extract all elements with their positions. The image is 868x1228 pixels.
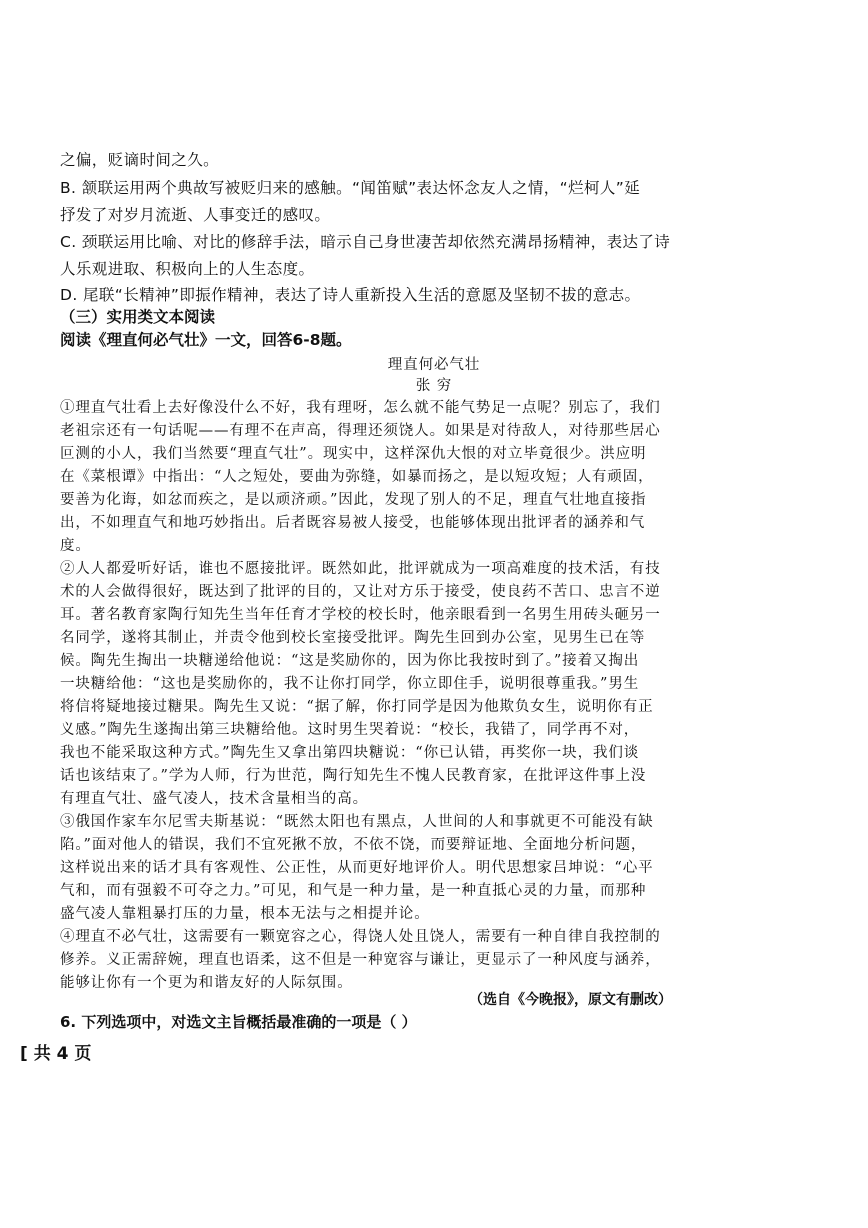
article-line: 度。 [60,538,91,554]
article-line: 气和，而有强毅不可夺之力。”可见，和气是一种力量，是一种直抵心灵的力量，而那种 [60,883,647,899]
article-line: 在《菜根谭》中指出：“人之短处，要曲为弥缝，如暴而扬之，是以短攻短；人有顽固， [60,469,654,485]
article-line: 义感。”陶先生遂掏出第三块糖给他。这时男生哭着说：“校长，我错了，同学再不对， [60,722,640,738]
article-line: ②人人都爱听好话，谁也不愿接批评。既然如此，批评就成为一项高难度的技术活，有技 [60,561,661,577]
question-6: 6. 下列选项中，对选文主旨概括最准确的一项是（ ） [60,1013,417,1031]
option-b-line-2: 抒发了对岁月流逝、人事变迁的感叹。 [60,206,331,224]
article-line: 话也该结束了。”学为人师，行为世范，陶行知先生不愧人民教育家，在批评这件事上没 [60,768,647,784]
article-line: 能够让你有一个更为和谐友好的人际氛围。 [60,975,353,991]
article-line: 这样说出来的话才具有客观性、公正性，从而更好地评价人。明代思想家吕坤说：“心平 [60,860,654,876]
option-d-line-1: D. 尾联“长精神”即振作精神，表达了诗人重新投入生活的意愿及坚韧不拔的意志。 [60,286,641,304]
article-line: ③俄国作家车尔尼雪夫斯基说：“既然太阳也有黑点，人世间的人和事就更不可能没有缺 [60,814,654,830]
article-line: 我也不能采取这种方式。”陶先生又拿出第四块糖说：“你已认错，再奖你一块，我们谈 [60,745,640,761]
option-c-line-1: C. 颈联运用比喻、对比的修辞手法，暗示自己身世凄苦却依然充满昂扬精神，表达了诗 [60,233,671,251]
option-c-line-2: 人乐观进取、积极向上的人生态度。 [60,260,315,278]
article-line: 老祖宗还有一句话呢——有理不在声高，得理还须饶人。如果是对待敌人，对待那些居心 [60,423,661,439]
article-line: ①理直气壮看上去好像没什么不好，我有理呀，怎么就不能气势足一点呢？别忘了，我们 [60,400,661,416]
article-line: 名同学，遂将其制止，并责令他到校长室接受批评。陶先生回到办公室，见男生已在等 [60,630,646,646]
article-line: ④理直不必气壮，这需要有一颗宽容之心，得饶人处且饶人，需要有一种自律自我控制的 [60,929,661,945]
article-line: 候。陶先生掏出一块糖递给他说：“这是奖励你的，因为你比我按时到了。”接着又掏出 [60,653,640,669]
article-author: 张 穷 [415,378,453,394]
article-title: 理直何必气壮 [387,357,481,373]
option-b-line-1: B. 颔联运用两个典故写被贬归来的感触。“闻笛赋”表达怀念友人之情，“烂柯人”延 [60,179,641,197]
page-footer: [ 共 4 页 [20,1044,92,1064]
article-line: 一块糖给他：“这也是奖励你的，我不让你打同学，你立即住手，说明很尊重我。”男生 [60,676,640,692]
article-line: 叵测的小人，我们当然要“理直气壮”。现实中，这样深仇大恨的对立毕竟很少。洪应明 [60,446,647,462]
article-line: 陷。”面对他人的错误，我们不宜死揪不放，不依不饶，而要辩证地、全面地分析问题， [60,837,647,853]
article-line: 有理直气壮、盛气凌人，技术含量相当的高。 [60,791,368,807]
article-line: 盛气凌人靠粗暴打压的力量，根本无法与之相提并论。 [60,906,430,922]
article-line: 将信将疑地接过糖果。陶先生又说：“据了解，你打同学是因为他欺负女生，说明你有正 [60,699,654,715]
article-line: 出，不如理直气和地巧妙指出。后者既容易被人接受，也能够体现出批评者的涵养和气 [60,515,646,531]
article-line: 修养。义正需辞婉，理直也语柔，这不但是一种宽容与谦让，更显示了一种风度与涵养， [60,952,661,968]
section-heading: （三）实用类文本阅读 [60,308,216,326]
article-source: （选自《今晚报》，原文有删改） [469,992,672,1008]
section-instruction: 阅读《理直何必气壮》一文，回答6-8题。 [60,331,352,349]
article-line: 术的人会做得很好，既达到了批评的目的，又让对方乐于接受，使良药不苦口、忠言不逆 [60,584,661,600]
article-line: 要善为化诲，如忿而疾之，是以顽济顽。”因此，发现了别人的不足，理直气壮地直接指 [60,492,647,508]
option-a-tail: 之偏，贬谪时间之久。 [60,151,220,169]
article-line: 耳。著名教育家陶行知先生当年任育才学校的校长时，他亲眼看到一名男生用砖头砸另一 [60,607,661,623]
